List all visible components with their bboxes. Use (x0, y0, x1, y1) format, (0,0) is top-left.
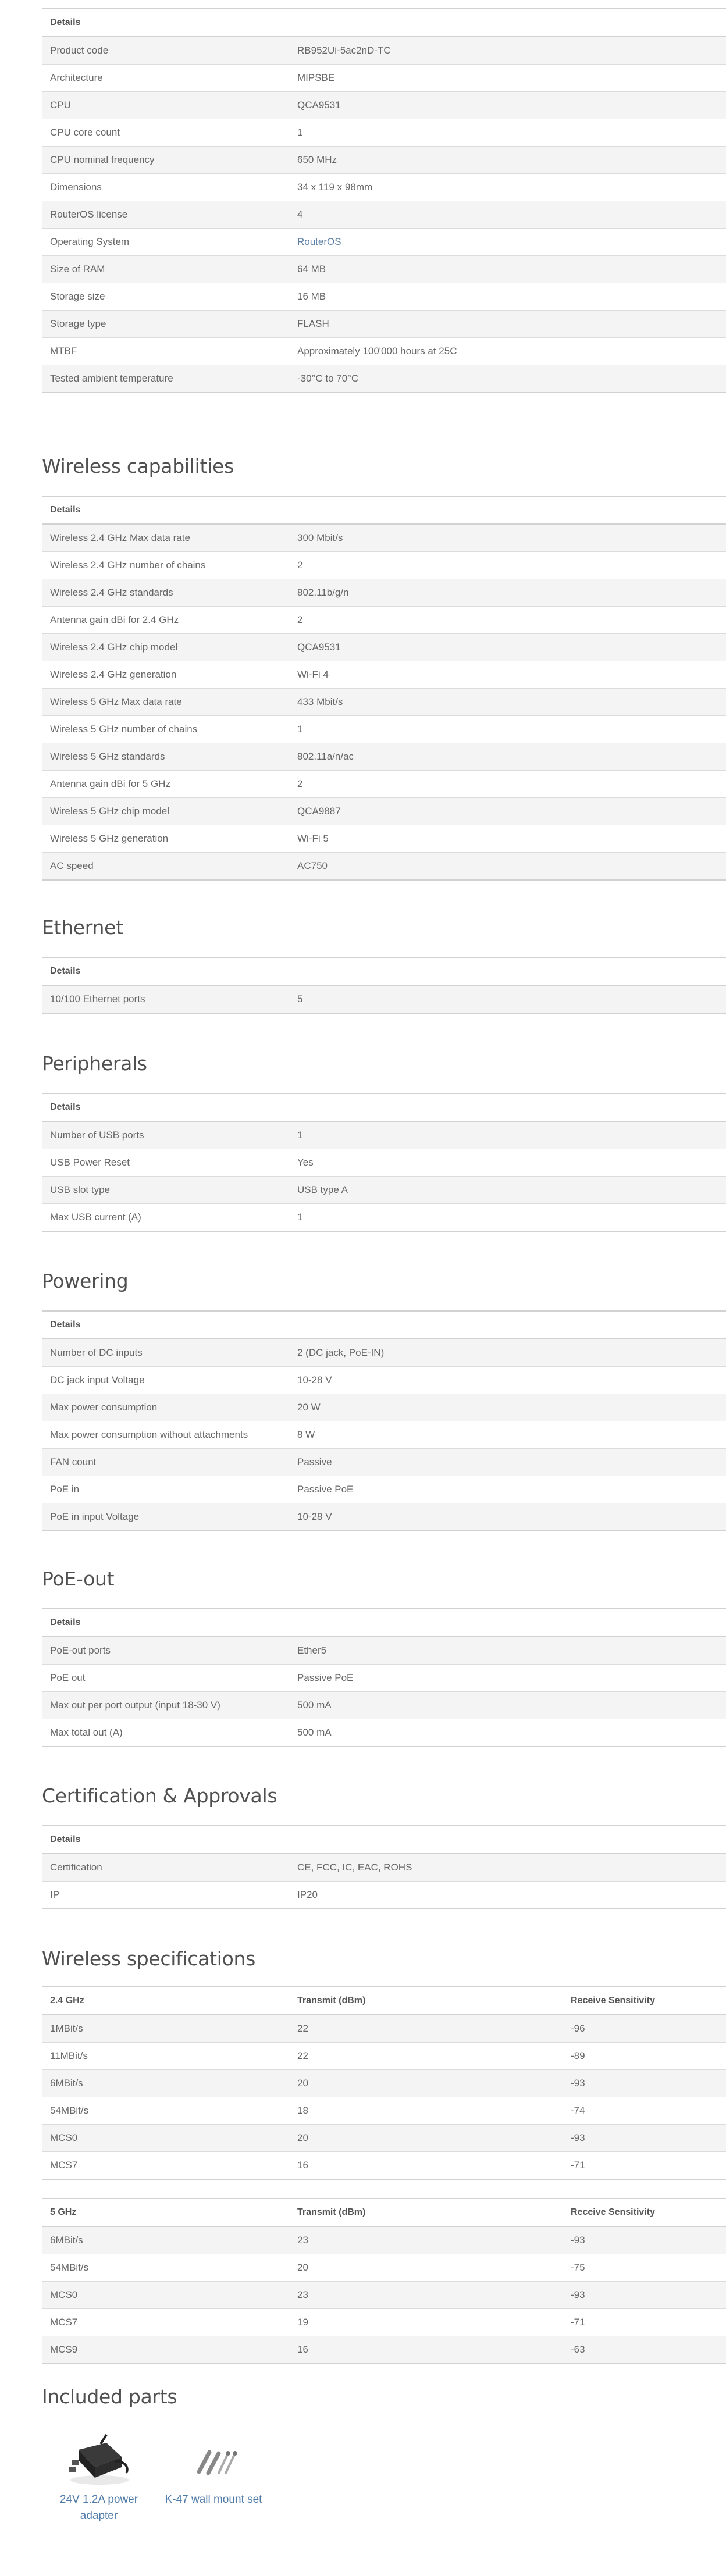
rate-cell: 54MBit/s (42, 2097, 289, 2125)
table-row (42, 634, 726, 661)
rate-cell: 1MBit/s (42, 2015, 289, 2043)
wireless-specs-2-4ghz-table (42, 1986, 726, 2180)
spec-value: Wi-Fi 5 (289, 825, 726, 853)
table-row (42, 283, 726, 311)
sensitivity-cell: -71 (563, 2152, 726, 2180)
spec-value: QCA9531 (289, 634, 726, 661)
general-specs-table (42, 8, 726, 393)
spec-value: MIPSBE (289, 65, 726, 92)
section-title-powering: Powering (42, 1270, 129, 1292)
table-header: Details (42, 1311, 726, 1339)
table-row (42, 798, 726, 825)
section-title-wireless-capabilities: Wireless capabilities (42, 455, 234, 478)
table-row (42, 2309, 726, 2336)
table-row (42, 771, 726, 798)
table-header: Details (42, 957, 726, 985)
spec-value: 2 (DC jack, PoE-IN) (289, 1339, 726, 1367)
table-row (42, 853, 726, 881)
table-row (42, 552, 726, 579)
table-row (42, 2015, 726, 2043)
spec-value: 433 Mbit/s (289, 689, 726, 716)
table-row (42, 1121, 726, 1149)
table-row (42, 1665, 726, 1692)
sensitivity-cell: -74 (563, 2097, 726, 2125)
peripherals-table (42, 1093, 726, 1232)
spec-label: Storage type (42, 311, 289, 338)
transmit-cell: 20 (289, 2125, 563, 2152)
part-label: K-47 wall mount set (165, 2493, 262, 2506)
sensitivity-cell: -93 (563, 2226, 726, 2254)
table-row (42, 311, 726, 338)
spec-value: 10-28 V (289, 1367, 726, 1394)
spec-value: Passive (289, 1449, 726, 1476)
spec-label: CPU nominal frequency (42, 147, 289, 174)
powering-table (42, 1310, 726, 1531)
table-row (42, 65, 726, 92)
table-row (42, 1177, 726, 1204)
section-title-poe-out: PoE-out (42, 1567, 115, 1590)
table-header: Details (42, 496, 726, 524)
spec-label: Wireless 5 GHz standards (42, 743, 289, 771)
spec-label: PoE in input Voltage (42, 1503, 289, 1531)
table-row (42, 1719, 726, 1747)
table-row (42, 338, 726, 365)
spec-label: Number of USB ports (42, 1121, 289, 1149)
table-row (42, 2336, 726, 2364)
sensitivity-cell: -71 (563, 2309, 726, 2336)
wireless-specs-5ghz-table (42, 2198, 726, 2364)
spec-label: Wireless 5 GHz Max data rate (42, 689, 289, 716)
spec-label: Wireless 2.4 GHz number of chains (42, 552, 289, 579)
table-row (42, 1692, 726, 1719)
section-title-certification: Certification & Approvals (42, 1784, 277, 1807)
spec-label: AC speed (42, 853, 289, 881)
wireless-capabilities-table (42, 496, 726, 881)
table-row (42, 2043, 726, 2070)
spec-label: Tested ambient temperature (42, 365, 289, 393)
transmit-cell: 23 (289, 2282, 563, 2309)
table-header: Details (42, 1609, 726, 1637)
spec-value: AC750 (289, 853, 726, 881)
table-row (42, 119, 726, 147)
table-row (42, 2282, 726, 2309)
table-row (42, 365, 726, 393)
column-header-band: 2.4 GHz (42, 1987, 289, 2015)
table-row (42, 1149, 726, 1177)
spec-value: QCA9531 (289, 92, 726, 119)
rate-cell: 6MBit/s (42, 2226, 289, 2254)
spec-label: Max power consumption (42, 1394, 289, 1421)
spec-value: RB952Ui-5ac2nD-TC (289, 37, 726, 65)
spec-value: 16 MB (289, 283, 726, 311)
spec-value: 64 MB (289, 256, 726, 283)
section-title-wireless-specifications: Wireless specifications (42, 1947, 255, 1970)
spec-value: QCA9887 (289, 798, 726, 825)
spec-label: RouterOS license (42, 201, 289, 229)
sensitivity-cell: -93 (563, 2282, 726, 2309)
spec-label: Wireless 2.4 GHz standards (42, 579, 289, 607)
spec-label: USB Power Reset (42, 1149, 289, 1177)
table-header: Details (42, 1093, 726, 1121)
table-row (42, 1854, 726, 1882)
table-row (42, 825, 726, 853)
spec-label: USB slot type (42, 1177, 289, 1204)
table-header: Details (42, 1826, 726, 1854)
table-row (42, 174, 726, 201)
spec-label: Wireless 2.4 GHz generation (42, 661, 289, 689)
transmit-cell: 22 (289, 2015, 563, 2043)
spec-label: PoE out (42, 1665, 289, 1692)
table-row (42, 689, 726, 716)
spec-value: 5 (289, 985, 726, 1013)
table-row (42, 1367, 726, 1394)
table-row (42, 1339, 726, 1367)
spec-value: 300 Mbit/s (289, 524, 726, 552)
spec-value: 8 W (289, 1421, 726, 1449)
spec-label: Antenna gain dBi for 5 GHz (42, 771, 289, 798)
rate-cell: 54MBit/s (42, 2254, 289, 2282)
rate-cell: MCS7 (42, 2152, 289, 2180)
spec-value: 34 x 119 x 98mm (289, 174, 726, 201)
table-row (42, 2125, 726, 2152)
table-row (42, 524, 726, 552)
spec-label: Architecture (42, 65, 289, 92)
transmit-cell: 22 (289, 2043, 563, 2070)
table-row (42, 1394, 726, 1421)
spec-label: Number of DC inputs (42, 1339, 289, 1367)
column-header-transmit: Transmit (dBm) (289, 1987, 563, 2015)
table-row (42, 2226, 726, 2254)
spec-label: IP (42, 1882, 289, 1909)
spec-label: Antenna gain dBi for 2.4 GHz (42, 607, 289, 634)
table-row (42, 2070, 726, 2097)
spec-value: Ether5 (289, 1637, 726, 1665)
table-header: Details (42, 9, 726, 37)
section-title-included-parts: Included parts (42, 2385, 177, 2408)
spec-label: PoE in (42, 1476, 289, 1503)
table-row (42, 2097, 726, 2125)
column-header-receive-sensitivity: Receive Sensitivity (563, 2199, 726, 2226)
table-row (42, 1882, 726, 1909)
spec-label: Product code (42, 37, 289, 65)
rate-cell: MCS9 (42, 2336, 289, 2364)
spec-label: Max total out (A) (42, 1719, 289, 1747)
spec-value: 1 (289, 1121, 726, 1149)
sensitivity-cell: -93 (563, 2070, 726, 2097)
spec-label: CPU (42, 92, 289, 119)
spec-value: 1 (289, 716, 726, 743)
spec-value: FLASH (289, 311, 726, 338)
sensitivity-cell: -89 (563, 2043, 726, 2070)
spec-label: Wireless 5 GHz generation (42, 825, 289, 853)
table-row (42, 2254, 726, 2282)
table-row (42, 256, 726, 283)
spec-value: 2 (289, 552, 726, 579)
transmit-cell: 23 (289, 2226, 563, 2254)
table-row (42, 743, 726, 771)
spec-value: Passive PoE (289, 1665, 726, 1692)
power-adapter-icon (61, 2427, 137, 2491)
rate-cell: 11MBit/s (42, 2043, 289, 2070)
certification-table (42, 1825, 726, 1909)
table-row (42, 716, 726, 743)
spec-label: CPU core count (42, 119, 289, 147)
poe-out-table (42, 1608, 726, 1747)
spec-label: Size of RAM (42, 256, 289, 283)
table-row (42, 201, 726, 229)
wall-mount-set-icon (176, 2427, 251, 2491)
spec-value: CE, FCC, IC, EAC, ROHS (289, 1854, 726, 1882)
table-row (42, 1449, 726, 1476)
included-part-wall-mount-set[interactable] (158, 2427, 269, 2508)
spec-value: 1 (289, 119, 726, 147)
operating-system-link[interactable]: RouterOS (297, 236, 341, 247)
sensitivity-cell: -96 (563, 2015, 726, 2043)
table-row (42, 37, 726, 65)
sensitivity-cell: -93 (563, 2125, 726, 2152)
spec-value: Wi-Fi 4 (289, 661, 726, 689)
spec-label: Dimensions (42, 174, 289, 201)
part-label: 24V 1.2A power adapter (59, 2493, 138, 2522)
column-header-band: 5 GHz (42, 2199, 289, 2226)
table-row (42, 1421, 726, 1449)
spec-label: Wireless 2.4 GHz Max data rate (42, 524, 289, 552)
table-row (42, 2152, 726, 2180)
spec-value: 2 (289, 607, 726, 634)
spec-value: 802.11a/n/ac (289, 743, 726, 771)
spec-label: Wireless 5 GHz chip model (42, 798, 289, 825)
spec-value: USB type A (289, 1177, 726, 1204)
rate-cell: MCS0 (42, 2125, 289, 2152)
column-header-receive-sensitivity: Receive Sensitivity (563, 1987, 726, 2015)
spec-label: Wireless 5 GHz number of chains (42, 716, 289, 743)
spec-label: Max USB current (A) (42, 1204, 289, 1232)
spec-label: FAN count (42, 1449, 289, 1476)
table-row (42, 1204, 726, 1232)
table-row (42, 579, 726, 607)
spec-value: 1 (289, 1204, 726, 1232)
table-row (42, 1637, 726, 1665)
spec-label: 10/100 Ethernet ports (42, 985, 289, 1013)
transmit-cell: 20 (289, 2254, 563, 2282)
transmit-cell: 19 (289, 2309, 563, 2336)
spec-label: Operating System (42, 229, 289, 256)
rate-cell: MCS0 (42, 2282, 289, 2309)
table-row (42, 1476, 726, 1503)
table-row (42, 147, 726, 174)
table-row (42, 661, 726, 689)
spec-value: IP20 (289, 1882, 726, 1909)
table-row (42, 92, 726, 119)
included-part-power-adapter[interactable] (52, 2427, 145, 2524)
transmit-cell: 16 (289, 2336, 563, 2364)
spec-label: Max out per port output (input 18-30 V) (42, 1692, 289, 1719)
transmit-cell: 16 (289, 2152, 563, 2180)
spec-label: Certification (42, 1854, 289, 1882)
table-row (42, 1503, 726, 1531)
spec-value: -30°C to 70°C (289, 365, 726, 393)
table-row (42, 607, 726, 634)
spec-value: 20 W (289, 1394, 726, 1421)
transmit-cell: 20 (289, 2070, 563, 2097)
spec-label: Wireless 2.4 GHz chip model (42, 634, 289, 661)
table-row (42, 229, 726, 256)
spec-label: PoE-out ports (42, 1637, 289, 1665)
spec-value: Approximately 100'000 hours at 25C (289, 338, 726, 365)
spec-value (289, 229, 726, 256)
spec-value: 2 (289, 771, 726, 798)
spec-value: 802.11b/g/n (289, 579, 726, 607)
spec-value: 500 mA (289, 1719, 726, 1747)
spec-value: 4 (289, 201, 726, 229)
sensitivity-cell: -63 (563, 2336, 726, 2364)
transmit-cell: 18 (289, 2097, 563, 2125)
spec-value: 10-28 V (289, 1503, 726, 1531)
rate-cell: MCS7 (42, 2309, 289, 2336)
spec-value: Passive PoE (289, 1476, 726, 1503)
spec-value: 650 MHz (289, 147, 726, 174)
rate-cell: 6MBit/s (42, 2070, 289, 2097)
spec-label: Storage size (42, 283, 289, 311)
section-title-peripherals: Peripherals (42, 1052, 147, 1075)
spec-label: DC jack input Voltage (42, 1367, 289, 1394)
table-row (42, 985, 726, 1013)
spec-label: Max power consumption without attachments (42, 1421, 289, 1449)
column-header-transmit: Transmit (dBm) (289, 2199, 563, 2226)
ethernet-table (42, 957, 726, 1014)
spec-value: Yes (289, 1149, 726, 1177)
spec-value: 500 mA (289, 1692, 726, 1719)
sensitivity-cell: -75 (563, 2254, 726, 2282)
spec-label: MTBF (42, 338, 289, 365)
section-title-ethernet: Ethernet (42, 916, 123, 939)
